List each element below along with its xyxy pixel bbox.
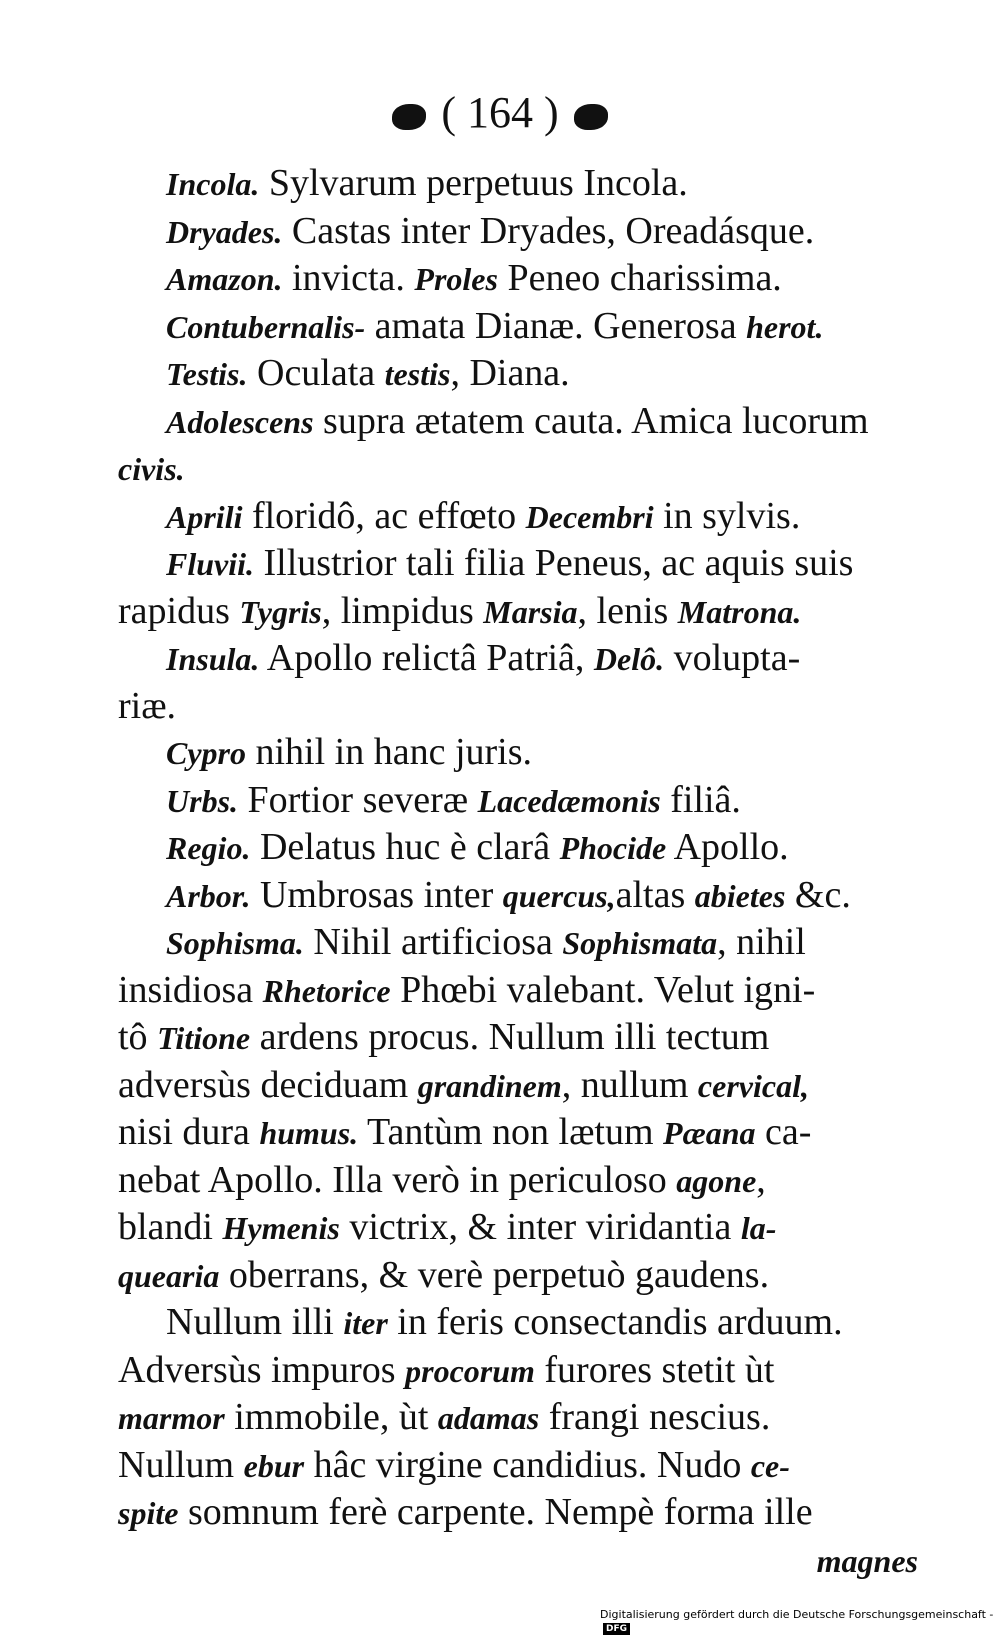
italic-text: Rhetorice: [262, 972, 391, 1009]
roman-text: ca-: [755, 1111, 812, 1153]
italic-text: Insula.: [166, 641, 260, 677]
roman-text: nihil in hanc juris.: [246, 731, 533, 773]
text-line: [118, 588, 918, 636]
italic-text: Aprili: [166, 498, 243, 535]
roman-text: invicta.: [282, 257, 415, 299]
roman-text: Sylvarum perpetuus Incola.: [259, 162, 688, 204]
italic-text: adamas: [437, 1400, 540, 1436]
roman-text: Delatus huc è clarâ: [250, 826, 560, 868]
roman-text: Apollo.: [666, 826, 789, 868]
roman-text: immobile, ùt: [224, 1396, 438, 1438]
roman-text: supra ætatem cauta. Amica lucorum: [313, 399, 869, 442]
roman-text: nebat Apollo. Illa verò in periculoso: [118, 1158, 677, 1201]
italic-text: humus.: [259, 1115, 359, 1151]
italic-text: Arbor.: [166, 877, 251, 914]
italic-text: Titione: [157, 1020, 251, 1056]
roman-text: floridô, ac effœto: [242, 494, 526, 537]
text-line: [118, 303, 918, 351]
roman-text: insidiosa: [118, 968, 263, 1011]
text-line: [118, 1252, 918, 1300]
text-line: [118, 350, 918, 398]
italic-text: Matrona.: [677, 593, 802, 630]
text-line: [118, 1347, 918, 1395]
roman-text: blandi: [118, 1206, 223, 1248]
roman-text: frangi nescius.: [539, 1396, 771, 1438]
text-line: [118, 729, 918, 777]
text-line: [118, 398, 918, 446]
roman-text: amata Dianæ. Generosa: [365, 304, 747, 347]
body-text: [118, 160, 918, 1584]
italic-text: Dryades.: [166, 213, 283, 250]
italic-text: Regio.: [166, 830, 251, 866]
roman-text: furores stetit ùt: [534, 1348, 775, 1391]
header-paren-close: ): [544, 88, 559, 137]
roman-text: Adversùs impuros: [118, 1348, 406, 1391]
italic-text: Marsia: [483, 593, 578, 630]
text-line: [118, 1062, 918, 1110]
text-line: [118, 1014, 918, 1062]
page-header: [0, 88, 1000, 138]
italic-text: grandinem: [417, 1067, 562, 1104]
roman-text: Castas inter Dryades, Oreadásque.: [282, 209, 815, 252]
text-line: [118, 872, 918, 920]
roman-text: Umbrosas inter: [250, 873, 503, 916]
roman-text: , nullum: [561, 1063, 698, 1106]
text-line: [118, 493, 918, 541]
roman-text: volupta-: [664, 637, 801, 679]
italic-text: Sophisma.: [166, 925, 304, 961]
italic-text: ebur: [243, 1447, 305, 1484]
text-line: [118, 919, 918, 967]
text-line: [118, 1442, 918, 1490]
text-line: [118, 777, 918, 825]
roman-text: oberrans, & verè perpetuò gaudens.: [219, 1253, 770, 1296]
roman-text: , Diana.: [450, 352, 570, 394]
roman-text: Illustrior tali filia Peneus, ac aquis suis: [254, 542, 854, 584]
italic-text: cervical,: [697, 1067, 809, 1104]
roman-text: Nullum illi: [166, 1301, 344, 1343]
catchword: magnes: [816, 1542, 918, 1579]
italic-text: Incola.: [166, 166, 260, 202]
italic-text: Tygris: [239, 593, 322, 630]
italic-text: Testis.: [166, 356, 248, 392]
italic-text: Urbs.: [166, 782, 239, 819]
footer-text: Digitalisierung gefördert durch die Deutsche Forschungsgemeinschaft -: [600, 1608, 994, 1621]
ornament-left-icon: [392, 104, 426, 130]
italic-text: spite: [118, 1495, 179, 1531]
italic-text: Fluvii.: [166, 546, 255, 582]
roman-text: nisi dura: [118, 1111, 260, 1153]
roman-text: Phœbi valebant. Velut igni-: [390, 968, 816, 1011]
roman-text: Nihil artificiosa: [303, 921, 563, 963]
roman-text: Fortior severæ: [238, 778, 478, 821]
roman-text: hâc virgine candidius. Nudo: [304, 1443, 751, 1486]
roman-text: filiâ.: [660, 778, 741, 821]
roman-text: &c.: [785, 873, 851, 916]
roman-text: somnum ferè carpente. Nempè forma ille: [178, 1491, 813, 1533]
roman-text: adversùs deciduam: [118, 1063, 418, 1106]
header-paren-open: (: [441, 88, 456, 137]
text-line: [118, 1157, 918, 1205]
roman-text: riæ.: [118, 684, 177, 727]
text-line: [118, 208, 918, 256]
ornament-right-icon: [574, 104, 608, 130]
roman-text: in sylvis.: [653, 494, 801, 537]
roman-text: Nullum: [118, 1443, 244, 1486]
page-number: 164: [467, 88, 533, 137]
catchword-line: [118, 1537, 918, 1585]
text-line: [118, 635, 918, 683]
roman-text: altas: [615, 873, 695, 916]
italic-text: Adolescens: [166, 403, 314, 440]
text-line: [118, 445, 918, 493]
italic-text: Contubernalis-: [166, 308, 366, 345]
text-line: [118, 540, 918, 588]
roman-text: in feris consectandis arduum.: [387, 1301, 843, 1343]
italic-text: abietes: [694, 877, 786, 914]
text-line: [118, 255, 918, 303]
roman-text: Tantùm non lætum: [358, 1111, 664, 1153]
italic-text: Delô.: [593, 641, 665, 677]
italic-text: la-: [740, 1210, 777, 1246]
roman-text: tô: [118, 1016, 158, 1058]
digitization-footer: [600, 1608, 1000, 1635]
roman-text: rapidus: [118, 589, 240, 632]
italic-text: procorum: [405, 1352, 535, 1389]
italic-text: agone: [676, 1162, 757, 1199]
italic-text: testis: [384, 356, 451, 392]
text-line: [118, 967, 918, 1015]
text-line: [118, 1204, 918, 1252]
roman-text: , nihil: [717, 921, 806, 963]
italic-text: iter: [343, 1305, 388, 1341]
roman-text: Peneo charissima.: [497, 257, 782, 299]
text-line: [118, 1299, 918, 1347]
italic-text: Proles: [414, 261, 498, 297]
dfg-logo: DFG: [603, 1623, 630, 1635]
roman-text: victrix, & inter viridantia: [339, 1206, 741, 1248]
roman-text: Oculata: [247, 352, 385, 394]
roman-text: Apollo relictâ Patriâ,: [259, 637, 594, 679]
roman-text: , lenis: [577, 589, 678, 632]
italic-text: Pæana: [663, 1115, 756, 1151]
italic-text: Decembri: [525, 498, 654, 535]
italic-text: Sophismata: [562, 925, 718, 961]
italic-text: ce-: [750, 1447, 790, 1484]
italic-text: Phocide: [559, 830, 667, 866]
text-line: [118, 160, 918, 208]
text-line: [118, 1109, 918, 1157]
italic-text: Cypro: [166, 735, 246, 771]
italic-text: marmor: [118, 1400, 225, 1436]
italic-text: quercus,: [502, 877, 616, 914]
italic-text: civis.: [118, 451, 185, 487]
roman-text: ardens procus. Nullum illi tectum: [250, 1016, 770, 1058]
text-line: [118, 824, 918, 872]
text-line: [118, 1394, 918, 1442]
italic-text: Lacedæmonis: [477, 782, 661, 819]
italic-text: Hymenis: [222, 1210, 340, 1246]
text-line: [118, 1489, 918, 1537]
italic-text: quearia: [118, 1257, 220, 1294]
roman-text: ,: [756, 1158, 766, 1201]
roman-text: , limpidus: [321, 589, 484, 632]
italic-text: herot.: [746, 308, 824, 345]
text-line: [118, 683, 918, 730]
italic-text: Amazon.: [166, 261, 283, 297]
